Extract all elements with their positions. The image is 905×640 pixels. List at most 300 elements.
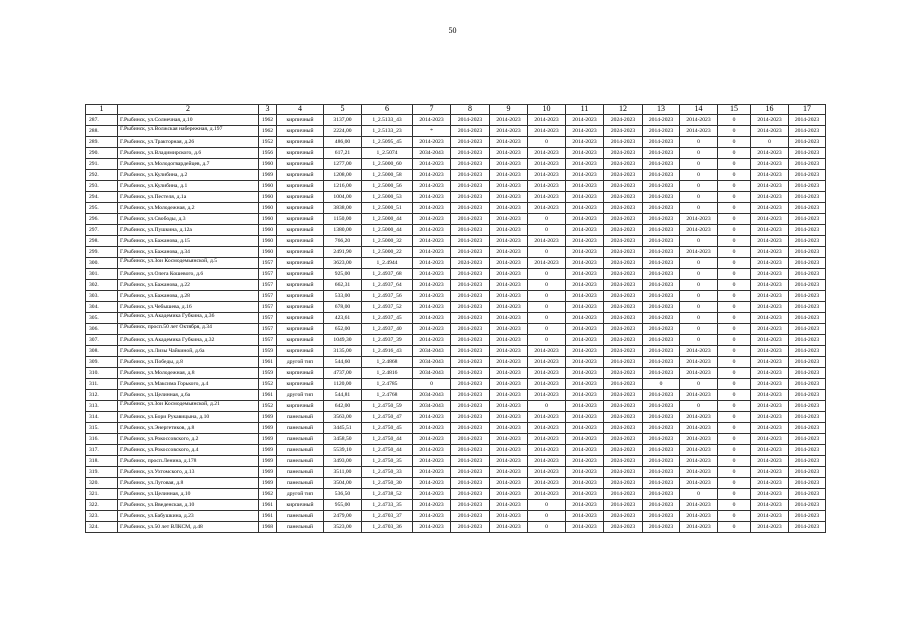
table-cell: кирпичный <box>277 126 324 137</box>
table-cell: 305. <box>86 313 118 324</box>
table-cell: 2014-2023 <box>566 225 604 236</box>
table-cell: 2014-2023 <box>789 236 826 247</box>
table-cell: 2014-2023 <box>490 335 528 346</box>
table-cell: 2014-2023 <box>566 478 604 489</box>
table-cell: 2014-2023 <box>490 313 528 324</box>
table-cell: 2014-2023 <box>789 324 826 335</box>
table-cell: 2014-2023 <box>528 390 566 401</box>
table-cell: 1960 <box>259 214 277 225</box>
table-cell: 0 <box>718 324 751 335</box>
table-cell: 308. <box>86 346 118 357</box>
table-cell: 0 <box>643 379 680 390</box>
table-cell: 2014-2023 <box>413 280 451 291</box>
table-cell: 0 <box>718 225 751 236</box>
table-cell: 2014-2023 <box>643 247 680 258</box>
table-cell: 2014-2023 <box>789 357 826 368</box>
table-cell: 2014-2023 <box>451 236 490 247</box>
table-cell: 2014-2023 <box>490 368 528 379</box>
table-cell: 2014-2023 <box>789 170 826 181</box>
table-cell: 2024-2023 <box>604 236 643 247</box>
table-cell: 0 <box>680 269 718 280</box>
table-cell: 2014-2023 <box>789 214 826 225</box>
table-cell: 1957 <box>259 302 277 313</box>
table-cell: панельный <box>277 412 324 423</box>
table-cell: 0 <box>718 258 751 269</box>
table-cell: кирпичный <box>277 247 324 258</box>
table-cell: 1969 <box>259 478 277 489</box>
table-cell: 1961 <box>259 500 277 511</box>
table-cell: 1962 <box>259 115 277 126</box>
table-cell: 1969 <box>259 423 277 434</box>
column-header: 5 <box>324 105 362 115</box>
table-cell: 2014-2023 <box>451 445 490 456</box>
table-cell: 1962 <box>259 489 277 500</box>
table-row <box>86 302 826 313</box>
table-cell: 2014-2023 <box>413 192 451 203</box>
table-cell: 2034-2043 <box>413 148 451 159</box>
table-cell: 0 <box>528 522 566 533</box>
table-cell: 2014-2023 <box>789 335 826 346</box>
table-cell: 2014-2023 <box>680 456 718 467</box>
table-cell: 295. <box>86 203 118 214</box>
table-cell: 423,61 <box>324 313 362 324</box>
table-cell: 2014-2023 <box>643 324 680 335</box>
table-cell: 2014-2023 <box>680 368 718 379</box>
table-row <box>86 126 826 137</box>
table-cell: 314. <box>86 412 118 423</box>
table-cell: 2014-2023 <box>680 445 718 456</box>
table-cell: 1957 <box>259 280 277 291</box>
table-cell: 302. <box>86 280 118 291</box>
table-cell: 2014-2023 <box>528 115 566 126</box>
table-cell: 0 <box>680 159 718 170</box>
table-cell: 2014-2023 <box>566 280 604 291</box>
table-cell: 2014-2023 <box>751 423 789 434</box>
table-cell: 1952 <box>259 137 277 148</box>
table-cell: 1968 <box>259 522 277 533</box>
table-cell: 1_2.5074 <box>362 148 413 159</box>
table-cell: 2014-2023 <box>413 489 451 500</box>
table-cell: 0 <box>528 280 566 291</box>
table-cell: кирпичный <box>277 302 324 313</box>
table-row <box>86 148 826 159</box>
table-cell: 0 <box>718 291 751 302</box>
table-cell: 0 <box>718 434 751 445</box>
table-cell: 2014-2023 <box>643 148 680 159</box>
table-cell: 2014-2023 <box>643 401 680 412</box>
table-cell: 1969 <box>259 456 277 467</box>
table-cell: Г.Рыбинск, ул.Лизы Чайкиной, д.6а <box>118 346 259 357</box>
table-cell: 0 <box>718 115 751 126</box>
table-row <box>86 467 826 478</box>
table-cell: 0 <box>718 335 751 346</box>
table-cell: 309. <box>86 357 118 368</box>
table-cell: 2014-2023 <box>528 170 566 181</box>
table-cell: 0 <box>718 423 751 434</box>
table-cell: 2014-2023 <box>451 456 490 467</box>
table-cell: 2024-2023 <box>604 324 643 335</box>
table-cell: 1969 <box>259 170 277 181</box>
table-row <box>86 291 826 302</box>
table-cell: кирпичный <box>277 137 324 148</box>
table-cell: 2014-2023 <box>490 379 528 390</box>
table-cell: 319. <box>86 467 118 478</box>
table-cell: 2014-2023 <box>490 500 528 511</box>
table-cell: 2024-2023 <box>604 346 643 357</box>
table-cell: 2014-2023 <box>566 522 604 533</box>
table-cell: 2014-2023 <box>490 401 528 412</box>
table-cell: 0 <box>718 379 751 390</box>
table-cell: 2014-2023 <box>451 225 490 236</box>
table-cell: 2014-2023 <box>643 291 680 302</box>
table-row <box>86 280 826 291</box>
table-cell: Г.Рыбинск, ул.Рокоссовского, д.4 <box>118 445 259 456</box>
table-cell: 2014-2023 <box>789 258 826 269</box>
table-cell: 2014-2023 <box>789 148 826 159</box>
table-cell: 1150,00 <box>324 214 362 225</box>
table-cell: Г.Рыбинск, ул.Бажанова, д.28 <box>118 291 259 302</box>
table-cell: 2024-2023 <box>604 302 643 313</box>
table-cell: 3458,50 <box>324 434 362 445</box>
table-row <box>86 214 826 225</box>
table-cell: 1_2.4750_35 <box>362 456 413 467</box>
table-cell: 2014-2023 <box>751 203 789 214</box>
table-cell: 0 <box>718 467 751 478</box>
table-cell: 2014-2023 <box>451 291 490 302</box>
table-cell: 300. <box>86 258 118 269</box>
column-header: 12 <box>604 105 643 115</box>
table-cell: 2014-2023 <box>643 434 680 445</box>
table-cell: 1969 <box>259 467 277 478</box>
table-cell: Г.Рыбинск, ул.Целинная, д.6а <box>118 390 259 401</box>
table-cell: 289. <box>86 137 118 148</box>
table-cell: 2014-2023 <box>490 412 528 423</box>
table-cell: 0 <box>680 302 718 313</box>
table-cell: 2014-2023 <box>643 214 680 225</box>
table-cell: 2014-2023 <box>451 137 490 148</box>
table-cell: 2014-2023 <box>566 126 604 137</box>
table-cell: 642,00 <box>324 401 362 412</box>
table-cell: Г.Рыбинск, ул.Бори Рукавицына, д.10 <box>118 412 259 423</box>
table-cell: 3137,00 <box>324 115 362 126</box>
table-cell: 0 <box>413 379 451 390</box>
table-cell: 2014-2023 <box>751 335 789 346</box>
table-cell: 2014-2023 <box>490 280 528 291</box>
table-cell: 2014-2023 <box>751 379 789 390</box>
table-cell: 1961 <box>259 390 277 401</box>
table-cell: 1_2.5000_60 <box>362 159 413 170</box>
table-cell: 2014-2023 <box>528 489 566 500</box>
table-cell: 2014-2023 <box>751 478 789 489</box>
table-cell: 2014-2023 <box>528 368 566 379</box>
table-cell: 1960 <box>259 203 277 214</box>
table-cell: 1957 <box>259 269 277 280</box>
table-cell: 2014-2023 <box>451 379 490 390</box>
table-row <box>86 225 826 236</box>
table-cell: 1_2.4750_44 <box>362 445 413 456</box>
table-cell: панельный <box>277 456 324 467</box>
table-cell: Г.Рыбинск, ул.Кулибина, д.1 <box>118 181 259 192</box>
table-cell: 2034-2043 <box>413 357 451 368</box>
table-cell: 2014-2023 <box>751 247 789 258</box>
table-cell: 2014-2023 <box>643 412 680 423</box>
table-cell: 0 <box>718 269 751 280</box>
table-cell: 0 <box>718 412 751 423</box>
table-cell: 2014-2023 <box>789 434 826 445</box>
table-cell: 2014-2023 <box>413 467 451 478</box>
table-cell: 2014-2023 <box>643 302 680 313</box>
table-cell: 0 <box>718 390 751 401</box>
table-cell: 2014-2023 <box>604 500 643 511</box>
table-cell: 0 <box>680 236 718 247</box>
table-cell: 303. <box>86 291 118 302</box>
table-cell: 3838,00 <box>324 203 362 214</box>
table-cell: 3135,00 <box>324 346 362 357</box>
table-cell: 2014-2023 <box>789 302 826 313</box>
table-cell: 2014-2023 <box>451 346 490 357</box>
table-row <box>86 401 826 412</box>
table-cell: Г.Рыбинск, ул.Бажанова, д.34 <box>118 247 259 258</box>
table-cell: 2014-2023 <box>566 181 604 192</box>
table-cell: 2014-2023 <box>451 247 490 258</box>
housing-register-table <box>85 104 826 533</box>
table-cell: 662,31 <box>324 280 362 291</box>
table-cell: 2014-2023 <box>643 269 680 280</box>
table-cell: кирпичный <box>277 313 324 324</box>
table-cell: 2014-2023 <box>751 511 789 522</box>
table-cell: 0 <box>718 203 751 214</box>
table-cell: 2034-2043 <box>413 368 451 379</box>
table-cell: 2014-2023 <box>566 357 604 368</box>
table-cell: 2014-2023 <box>528 159 566 170</box>
table-cell: 299. <box>86 247 118 258</box>
table-cell: 2014-2023 <box>643 225 680 236</box>
table-cell: 2014-2023 <box>566 302 604 313</box>
table-cell: кирпичный <box>277 324 324 335</box>
table-cell: 1969 <box>259 445 277 456</box>
table-row <box>86 434 826 445</box>
table-row <box>86 412 826 423</box>
table-cell: 2014-2023 <box>413 335 451 346</box>
table-cell: 2014-2023 <box>566 269 604 280</box>
table-cell: 2014-2023 <box>751 522 789 533</box>
table-cell: 2014-2023 <box>680 522 718 533</box>
table-cell: Г.Рыбинск, ул.Свободы, д.3 <box>118 214 259 225</box>
table-cell: 4737,00 <box>324 368 362 379</box>
table-cell: 316. <box>86 434 118 445</box>
table-cell: 2014-2023 <box>751 181 789 192</box>
table-cell: 2014-2023 <box>566 258 604 269</box>
table-cell: 2014-2023 <box>528 258 566 269</box>
table-cell: 2014-2023 <box>451 192 490 203</box>
table-cell: 955,00 <box>324 500 362 511</box>
table-cell: 0 <box>718 236 751 247</box>
table-cell: 2014-2023 <box>789 126 826 137</box>
table-cell: Г.Рыбинск, просп.50 лет Октября, д.34 <box>118 324 259 335</box>
table-cell: 2014-2023 <box>451 423 490 434</box>
table-cell: 2024-2023 <box>604 126 643 137</box>
table-cell: 288. <box>86 126 118 137</box>
table-cell: 298. <box>86 236 118 247</box>
table-cell: 1_2.4937_64 <box>362 280 413 291</box>
table-cell: 1277,00 <box>324 159 362 170</box>
table-cell: 2014-2023 <box>566 346 604 357</box>
table-row <box>86 324 826 335</box>
table-row <box>86 357 826 368</box>
table-cell: 2014-2023 <box>451 159 490 170</box>
table-cell: 2014-2023 <box>751 324 789 335</box>
table-cell: 292. <box>86 170 118 181</box>
table-cell: 2024-2023 <box>604 423 643 434</box>
table-cell: 2024-2023 <box>604 456 643 467</box>
table-cell: 0 <box>718 137 751 148</box>
table-cell: 2491,90 <box>324 247 362 258</box>
table-cell: кирпичный <box>277 401 324 412</box>
table-cell: 2014-2023 <box>643 115 680 126</box>
table-cell: 1_2.5133_23 <box>362 126 413 137</box>
table-cell: 1_2.5095_45 <box>362 137 413 148</box>
table-cell: 2024-2023 <box>604 280 643 291</box>
table-cell: кирпичный <box>277 225 324 236</box>
table-cell: 2014-2023 <box>643 137 680 148</box>
table-cell: 486,00 <box>324 137 362 148</box>
table-cell: 0 <box>718 368 751 379</box>
table-cell: Г.Рыбинск, ул.Введенская, д.10 <box>118 500 259 511</box>
table-cell: 2014-2023 <box>413 511 451 522</box>
table-cell: 2014-2023 <box>751 456 789 467</box>
table-cell: панельный <box>277 445 324 456</box>
table-cell: 2014-2023 <box>643 423 680 434</box>
table-cell: 2014-2023 <box>490 390 528 401</box>
table-cell: Г.Рыбинск, ул.Целинная, д.10 <box>118 489 259 500</box>
table-cell: 2014-2023 <box>528 346 566 357</box>
table-cell: 2014-2023 <box>566 247 604 258</box>
table-cell: 320. <box>86 478 118 489</box>
table-cell: 3504,00 <box>324 478 362 489</box>
table-cell: 322. <box>86 500 118 511</box>
table-cell: 2024-2023 <box>604 115 643 126</box>
table-cell: 2014-2023 <box>413 500 451 511</box>
table-cell: 1_2.4750_30 <box>362 478 413 489</box>
table-cell: 2024-2023 <box>451 258 490 269</box>
table-cell: 2014-2023 <box>451 434 490 445</box>
table-cell: 2014-2023 <box>643 511 680 522</box>
table-cell: 2014-2023 <box>789 511 826 522</box>
table-cell: 2014-2023 <box>490 258 528 269</box>
table-cell: 1960 <box>259 181 277 192</box>
table-cell: 1957 <box>259 313 277 324</box>
table-cell: 2014-2023 <box>680 412 718 423</box>
table-cell: 310. <box>86 368 118 379</box>
table-cell: 2014-2023 <box>528 467 566 478</box>
table-cell: 1969 <box>259 412 277 423</box>
table-cell: 2014-2023 <box>789 269 826 280</box>
table-cell: 2014-2023 <box>490 214 528 225</box>
table-cell: 2014-2023 <box>413 137 451 148</box>
table-cell: 0 <box>718 247 751 258</box>
table-cell: 1_2.5000_44 <box>362 225 413 236</box>
table-cell: 2014-2023 <box>789 445 826 456</box>
table-cell: кирпичный <box>277 115 324 126</box>
table-cell: 2014-2023 <box>413 324 451 335</box>
table-cell: 2014-2023 <box>490 126 528 137</box>
table-cell: 2014-2023 <box>528 192 566 203</box>
table-cell: 306. <box>86 324 118 335</box>
table-cell: 617,21 <box>324 148 362 159</box>
table-cell: Г.Рыбинск, ул.Максима Горького, д.4 <box>118 379 259 390</box>
table-cell: 2014-2023 <box>451 401 490 412</box>
table-cell: 2024-2023 <box>604 412 643 423</box>
table-cell: 2014-2023 <box>751 258 789 269</box>
table-body <box>86 115 826 533</box>
table-row <box>86 236 826 247</box>
table-cell: 0 <box>528 225 566 236</box>
table-cell: Г.Рыбинск, ул.Зои Космодемьянской, д.5 <box>118 258 259 269</box>
table-cell: 2014-2023 <box>451 390 490 401</box>
table-cell: 2014-2023 <box>643 159 680 170</box>
table-cell: Г.Рыбинск, ул.Кулибина, д.2 <box>118 170 259 181</box>
table-cell: 2014-2023 <box>604 489 643 500</box>
table-cell: 2024-2023 <box>604 390 643 401</box>
column-header: 9 <box>490 105 528 115</box>
table-cell: кирпичный <box>277 192 324 203</box>
table-row <box>86 170 826 181</box>
table-cell: 2014-2023 <box>643 258 680 269</box>
table-cell: 2014-2023 <box>751 489 789 500</box>
table-cell: 2024-2023 <box>604 203 643 214</box>
table-cell: 2014-2023 <box>451 148 490 159</box>
table-cell: 2014-2023 <box>566 170 604 181</box>
table-cell: Г.Рыбинск, ул.Молодежная, д.8 <box>118 368 259 379</box>
table-cell: 2014-2023 <box>789 159 826 170</box>
table-cell: 0 <box>680 203 718 214</box>
table-row <box>86 522 826 533</box>
column-header: 16 <box>751 105 789 115</box>
table-cell: 2014-2023 <box>451 115 490 126</box>
table-cell: 2024-2023 <box>604 214 643 225</box>
table-cell: 2024-2023 <box>604 181 643 192</box>
table-cell: кирпичный <box>277 335 324 346</box>
table-cell: 0 <box>528 137 566 148</box>
table-cell: 2014-2023 <box>566 456 604 467</box>
table-cell: 0 <box>718 357 751 368</box>
table-cell: 0 <box>680 401 718 412</box>
table-cell: 2014-2023 <box>566 291 604 302</box>
table-cell: 2014-2023 <box>566 401 604 412</box>
table-cell: 2014-2023 <box>751 368 789 379</box>
table-cell: 2014-2023 <box>751 500 789 511</box>
table-cell: 3623,00 <box>324 258 362 269</box>
table-cell: 2014-2023 <box>643 181 680 192</box>
table-cell: 2014-2023 <box>643 478 680 489</box>
table-cell: 2014-2023 <box>751 313 789 324</box>
table-cell: 2014-2023 <box>789 478 826 489</box>
table-cell: 1_2.4750_45 <box>362 423 413 434</box>
table-cell: 2014-2023 <box>789 203 826 214</box>
table-cell: 0 <box>680 192 718 203</box>
table-cell: 1959 <box>259 346 277 357</box>
table-cell: 2014-2023 <box>751 467 789 478</box>
table-cell: 2014-2023 <box>751 225 789 236</box>
table-cell: 0 <box>718 181 751 192</box>
table-cell: 925,00 <box>324 269 362 280</box>
table-cell: 323. <box>86 511 118 522</box>
table-cell: 2014-2023 <box>643 126 680 137</box>
table-cell: 2014-2023 <box>751 357 789 368</box>
table-cell: 1_2.4816 <box>362 368 413 379</box>
table-cell: 2014-2023 <box>413 423 451 434</box>
table-cell: Г.Рыбинск, ул.Академика Губкина, д.32 <box>118 335 259 346</box>
